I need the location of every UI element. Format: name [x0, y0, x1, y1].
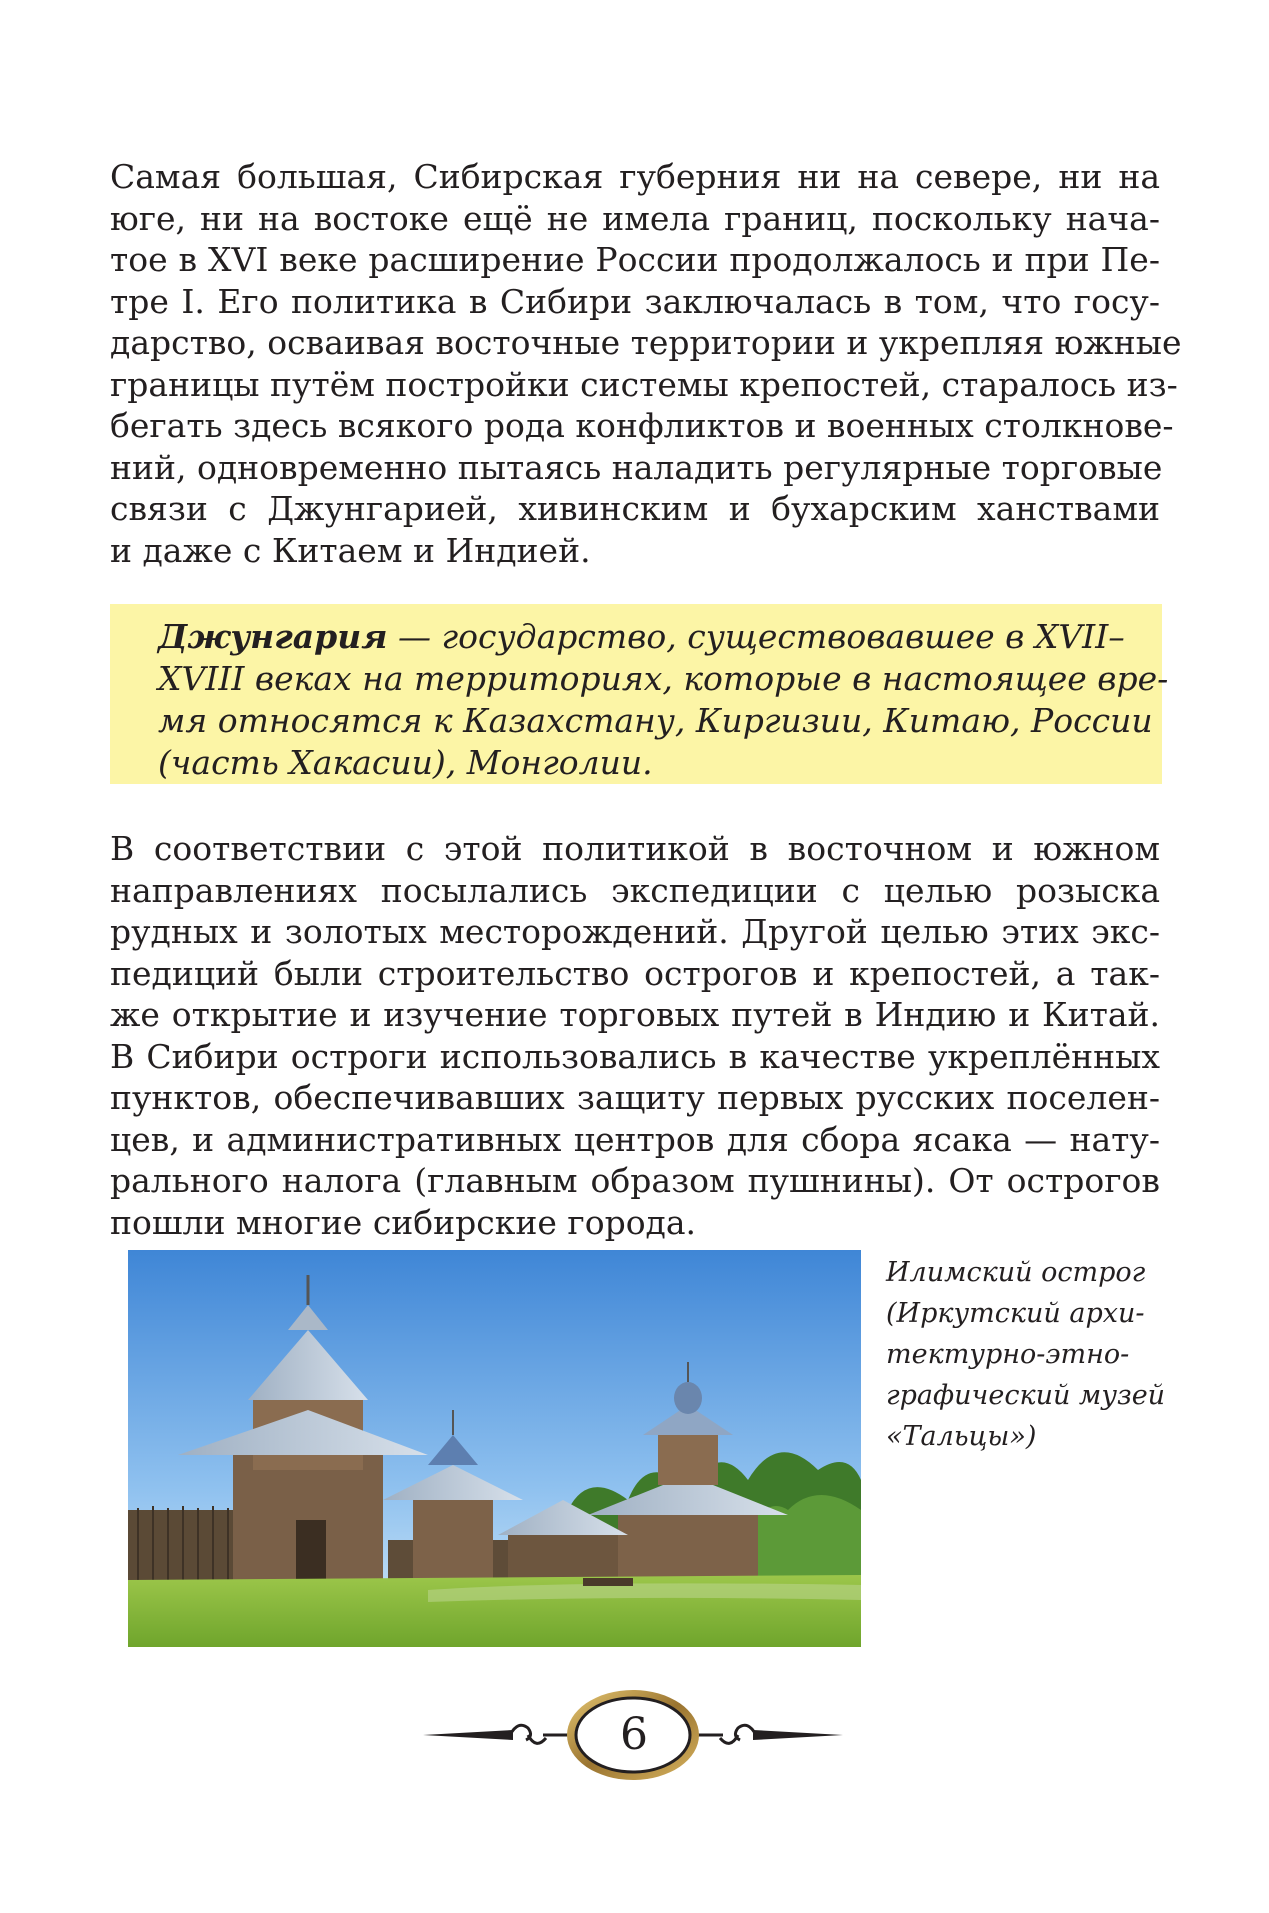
text-line: Самая большая, Сибирская губерния ни на севере, ни на [110, 157, 1160, 196]
caption-line: Илимский острог [886, 1257, 1146, 1288]
paragraph-2 [110, 828, 1160, 1243]
text-line: рального налога (главным образом пушнины). От острогов [110, 1161, 1160, 1200]
caption-line: «Тальцы») [886, 1421, 1037, 1452]
ostrog-photo [128, 1250, 861, 1647]
definition-term: Джунгария [158, 617, 388, 656]
text-line: В Сибири остроги использовались в качестве укреплённых [110, 1036, 1160, 1076]
caption-line: тектурно-этно- [886, 1339, 1130, 1370]
text-line: ний, одновременно пытаясь наладить регулярные торговые [110, 447, 1163, 487]
text-line: связи с Джунгарией, хивинским и бухарским ханствами [110, 489, 1160, 528]
text-line: пунктов, обеспечивавших защиту первых русских поселен- [110, 1078, 1160, 1117]
definition-line: — государство, существовавшее в XVII– [387, 617, 1125, 656]
text-line: XVIII веках на территориях, которые в настоящее вре- [158, 659, 1169, 698]
photo-caption [886, 1252, 1166, 1457]
text-line: бегать здесь всякого рода конфликтов и военных столкнове- [110, 406, 1174, 445]
text-line: тое в XVI веке расширение России продолжалось и при Пе- [110, 240, 1160, 279]
text-line: рудных и золотых месторождений. Другой целью этих экс- [110, 912, 1160, 951]
text-line: границы путём постройки системы крепостей, старалось из- [110, 364, 1178, 404]
text-line: дарство, осваивая восточные территории и укрепляя южные [110, 323, 1182, 362]
page-number: 6 [620, 1708, 648, 1760]
text-line: (часть Хакасии), Монголии. [158, 743, 653, 782]
caption-line: графический музей [886, 1380, 1166, 1411]
text-line: мя относятся к Казахстану, Киргизии, Китаю, России [158, 701, 1153, 740]
text-line [158, 616, 1125, 658]
text-line: цев, и административных центров для сбора ясака — нату- [110, 1119, 1160, 1159]
paragraph-1 [110, 156, 1182, 571]
text-line: и даже с Китаем и Индией. [110, 530, 591, 570]
text-line: тре I. Его политика в Сибири заключалась в том, что госу- [110, 281, 1160, 321]
text-line: юге, ни на востоке ещё не имела границ, поскольку нача- [110, 198, 1160, 238]
definition-callout [110, 604, 1169, 784]
text-line: пошли многие сибирские города. [110, 1202, 697, 1242]
caption-line: (Иркутский архи- [886, 1298, 1145, 1329]
text-line: В соответствии с этой политикой в восточном и южном [110, 829, 1160, 868]
text-line: педиций были строительство острогов и крепостей, а так- [110, 953, 1160, 993]
text-line: направлениях посылались экспедиции с целью розыска [110, 870, 1160, 910]
definition-text [158, 616, 1169, 784]
text-line: же открытие и изучение торговых путей в Индию и Китай. [110, 995, 1160, 1034]
